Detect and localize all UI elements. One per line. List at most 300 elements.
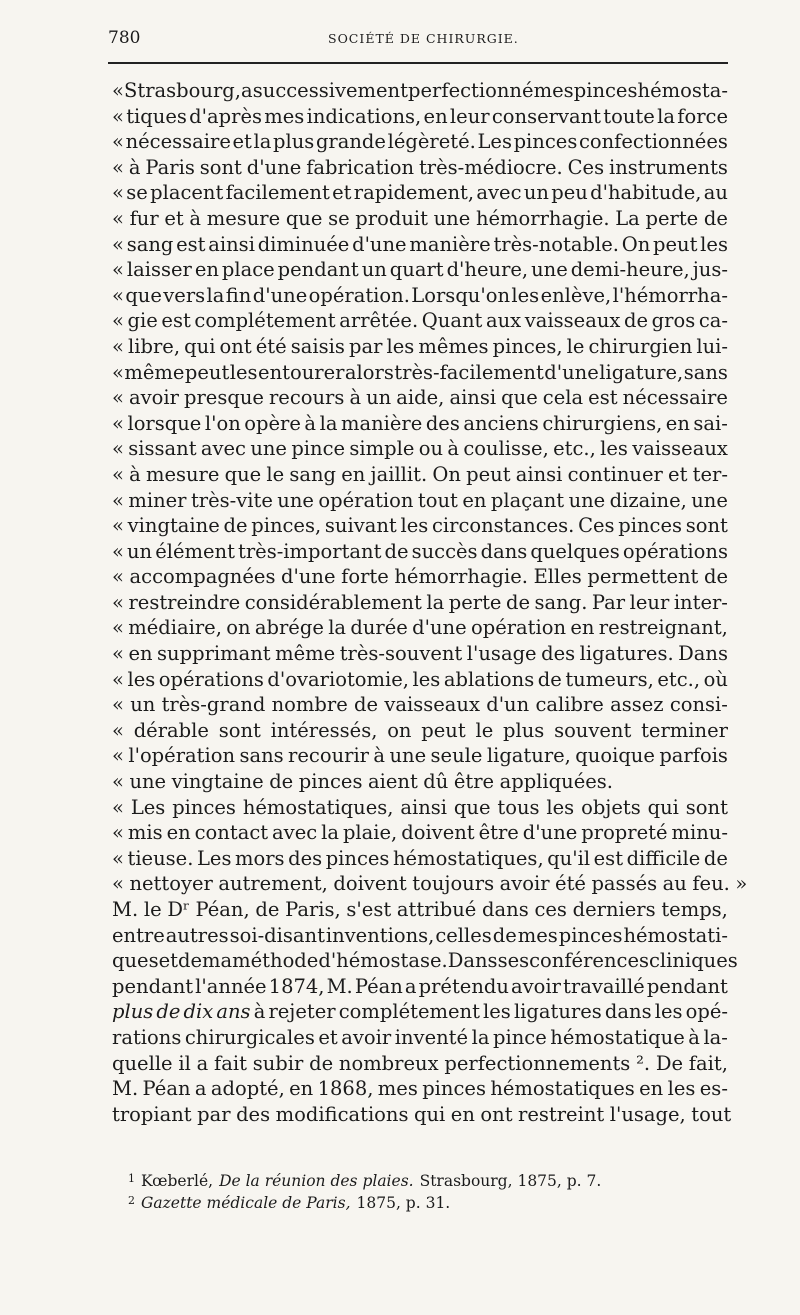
word: pinces bbox=[172, 795, 236, 819]
word: « bbox=[112, 360, 124, 384]
word: pendant bbox=[646, 974, 728, 998]
word: vaisseaux bbox=[524, 309, 621, 333]
word: modifications bbox=[275, 1102, 409, 1126]
word: les bbox=[229, 360, 258, 384]
word: l'on bbox=[204, 411, 241, 435]
word: quelle bbox=[112, 1051, 173, 1075]
word: opération bbox=[318, 488, 414, 512]
word: adopté, bbox=[210, 1077, 285, 1101]
word: ainsi bbox=[515, 462, 563, 486]
text-line bbox=[112, 283, 728, 309]
word: sans bbox=[683, 360, 728, 384]
header-rule bbox=[108, 62, 728, 64]
word: que bbox=[125, 283, 162, 307]
word: ma bbox=[202, 949, 233, 973]
word: hémorrhagie. bbox=[394, 565, 528, 589]
word: été bbox=[555, 872, 586, 896]
word: de bbox=[354, 693, 379, 717]
word: « bbox=[112, 770, 124, 794]
word: M. bbox=[112, 1077, 139, 1101]
text-line bbox=[112, 155, 728, 181]
body-text bbox=[112, 78, 748, 1127]
word: complétement bbox=[338, 1000, 480, 1024]
text-line bbox=[112, 1102, 732, 1128]
word: en bbox=[423, 104, 448, 128]
word: est bbox=[588, 386, 618, 410]
word: accompagnées bbox=[129, 565, 276, 589]
word: nécessaire bbox=[125, 130, 231, 154]
word: ablations bbox=[443, 667, 535, 691]
word: De bbox=[655, 1051, 684, 1075]
word: intéressés, bbox=[270, 718, 378, 742]
word: les bbox=[511, 283, 540, 307]
text-line bbox=[112, 615, 728, 641]
word: 1868, bbox=[317, 1077, 374, 1101]
word: vingtaine bbox=[127, 514, 220, 538]
word: dû bbox=[423, 770, 449, 794]
footnote-number: 1 bbox=[128, 1172, 135, 1185]
word: « bbox=[112, 590, 124, 614]
word: « bbox=[112, 795, 124, 819]
word: ainsi bbox=[449, 386, 497, 410]
word: tiques bbox=[126, 104, 187, 128]
word: à bbox=[688, 1025, 700, 1049]
word: une bbox=[250, 437, 287, 461]
text-line bbox=[112, 411, 728, 437]
word: recours bbox=[268, 386, 345, 410]
word: d'après bbox=[189, 104, 262, 128]
word: et bbox=[164, 206, 184, 230]
word: la bbox=[253, 130, 272, 154]
text-line bbox=[112, 743, 728, 769]
word: temps, bbox=[661, 898, 728, 921]
word: la bbox=[328, 616, 347, 640]
word: et bbox=[232, 130, 252, 154]
word: un bbox=[523, 181, 549, 205]
word: de bbox=[223, 514, 248, 538]
word: a bbox=[196, 1051, 209, 1075]
word: aient bbox=[367, 770, 418, 794]
word: sang bbox=[126, 232, 174, 256]
word: « bbox=[112, 462, 124, 486]
word: « bbox=[112, 130, 124, 154]
text-line bbox=[112, 590, 728, 616]
page-number: 780 bbox=[108, 28, 141, 48]
word: hémostatique bbox=[550, 1025, 685, 1049]
word: très-souvent bbox=[339, 642, 463, 666]
word: M. bbox=[112, 898, 139, 921]
word: « bbox=[112, 206, 124, 230]
word: coulisse, bbox=[463, 437, 549, 461]
word: restreindre bbox=[128, 590, 241, 614]
text-line bbox=[112, 462, 728, 488]
word: sont bbox=[218, 718, 261, 742]
word: perfectionné bbox=[408, 79, 534, 102]
word: à bbox=[304, 411, 317, 435]
word: à bbox=[189, 206, 202, 230]
word: celles bbox=[435, 923, 492, 947]
word: mis bbox=[127, 821, 163, 845]
text-line bbox=[112, 820, 728, 846]
word: la- bbox=[703, 1025, 728, 1049]
word: été bbox=[255, 334, 287, 358]
word: opération. bbox=[308, 283, 410, 307]
text-line bbox=[112, 641, 728, 667]
word: ligatures. bbox=[579, 642, 674, 666]
word: peu bbox=[551, 181, 588, 205]
word: toujours bbox=[412, 872, 495, 896]
word: en bbox=[462, 488, 487, 512]
word: dans bbox=[604, 1000, 652, 1024]
word: quart bbox=[389, 258, 444, 282]
word: et bbox=[318, 1025, 338, 1049]
word: d'ovariotomie, bbox=[267, 667, 409, 691]
text-line bbox=[112, 923, 728, 949]
word: ont bbox=[219, 334, 252, 358]
word: de bbox=[624, 309, 649, 333]
text-line bbox=[112, 78, 728, 104]
word: ainsi bbox=[400, 795, 448, 819]
word: Péan bbox=[142, 1077, 191, 1101]
word: appliquées. bbox=[499, 770, 613, 794]
word: Lorsqu'on bbox=[411, 283, 511, 307]
word: vingtaine bbox=[171, 770, 264, 794]
word: restreint bbox=[518, 1102, 605, 1126]
word: attribué bbox=[396, 898, 477, 921]
word: Par bbox=[591, 590, 626, 614]
word: pinces bbox=[618, 514, 683, 538]
word: leur bbox=[629, 590, 670, 614]
word: pendant bbox=[112, 974, 194, 998]
word: pendant bbox=[277, 258, 359, 282]
word: rapidement, bbox=[353, 181, 475, 205]
word: que bbox=[285, 206, 323, 230]
word: restreignant, bbox=[598, 616, 728, 640]
word: libre, bbox=[128, 334, 181, 358]
word: nettoyer bbox=[129, 872, 213, 896]
word: tous bbox=[497, 795, 540, 819]
word: « bbox=[112, 642, 124, 666]
text-line bbox=[112, 206, 728, 232]
word: laisser bbox=[126, 258, 192, 282]
word: Ces bbox=[578, 514, 615, 538]
word: opère bbox=[244, 411, 301, 435]
word: plaçant bbox=[490, 488, 565, 512]
word: on bbox=[387, 718, 412, 742]
word: alors bbox=[344, 360, 394, 384]
word: qui bbox=[184, 334, 216, 358]
word: souvent bbox=[554, 718, 632, 742]
word: sai- bbox=[693, 411, 728, 435]
word: rations bbox=[112, 1025, 182, 1049]
word: Paris bbox=[145, 155, 195, 179]
word: s'est bbox=[346, 898, 392, 921]
word: « bbox=[112, 693, 124, 717]
word: mes bbox=[533, 79, 574, 102]
word: « bbox=[112, 232, 124, 256]
word: le bbox=[475, 718, 494, 742]
word: même bbox=[124, 360, 185, 384]
word: opérations bbox=[622, 539, 728, 563]
word: légèreté. bbox=[387, 130, 476, 154]
word: peut bbox=[421, 718, 466, 742]
word: « bbox=[112, 258, 124, 282]
word: ou bbox=[418, 437, 444, 461]
footnote-number: 2 bbox=[128, 1194, 135, 1207]
word: une bbox=[568, 488, 606, 512]
word: d'une bbox=[522, 821, 578, 845]
word: difficile bbox=[626, 846, 701, 870]
word: où bbox=[703, 667, 728, 691]
footnote-citation: 1875, p. 31. bbox=[356, 1194, 451, 1212]
text-line bbox=[112, 1025, 728, 1051]
word: un bbox=[130, 693, 156, 717]
page-header bbox=[108, 28, 724, 54]
text-line bbox=[112, 334, 728, 360]
word: produit bbox=[355, 206, 428, 230]
word: ligatures bbox=[513, 1000, 602, 1024]
word: propreté bbox=[581, 821, 668, 845]
word: de bbox=[177, 949, 203, 973]
word: anciens bbox=[463, 411, 539, 435]
word: simple bbox=[349, 437, 415, 461]
word: travaillé bbox=[563, 974, 645, 998]
word: au bbox=[662, 872, 687, 896]
word: tieuse. bbox=[127, 846, 194, 870]
word: supprimant bbox=[157, 642, 271, 666]
word: à bbox=[129, 462, 141, 486]
word: indications, bbox=[306, 104, 422, 128]
word: très-médiocre. bbox=[418, 155, 563, 179]
word: avec bbox=[272, 821, 318, 845]
word: les bbox=[546, 795, 575, 819]
word: élément bbox=[155, 539, 235, 563]
word: les bbox=[400, 514, 429, 538]
word: grande bbox=[315, 130, 386, 154]
word: saisis bbox=[290, 334, 345, 358]
word: dérable bbox=[133, 718, 209, 742]
word: un bbox=[361, 258, 387, 282]
word: seule bbox=[430, 744, 483, 768]
word: l'usage bbox=[466, 642, 537, 666]
word: Les bbox=[130, 795, 166, 819]
word: toute bbox=[603, 104, 655, 128]
word: « bbox=[112, 283, 124, 307]
word: l'opération bbox=[128, 744, 236, 768]
word: à bbox=[447, 437, 459, 461]
word: Dans bbox=[678, 642, 728, 666]
word: médiaire, bbox=[128, 616, 222, 640]
word: On bbox=[621, 232, 651, 256]
word: l'hémorrha- bbox=[612, 283, 728, 307]
word: de bbox=[255, 898, 280, 921]
word: a bbox=[404, 974, 417, 998]
word: inter- bbox=[673, 590, 728, 614]
word: peut bbox=[466, 462, 511, 486]
word: « bbox=[112, 437, 124, 461]
word: « bbox=[112, 155, 124, 179]
word: de bbox=[703, 206, 728, 230]
word: assez bbox=[610, 693, 664, 717]
word: plus bbox=[273, 130, 315, 154]
word: chirurgicales bbox=[184, 1025, 315, 1049]
word: le bbox=[143, 898, 162, 921]
word: « bbox=[112, 104, 124, 128]
word: Dʳ bbox=[167, 898, 190, 921]
word: la bbox=[426, 590, 445, 614]
word: qu'il bbox=[547, 846, 591, 870]
word: très-vite bbox=[190, 488, 273, 512]
word: « bbox=[112, 79, 124, 102]
word: gros bbox=[651, 309, 696, 333]
word: ainsi bbox=[208, 232, 255, 256]
word: mors bbox=[235, 846, 285, 870]
word: « bbox=[112, 872, 124, 896]
word: Ces bbox=[567, 155, 605, 179]
text-line bbox=[112, 769, 728, 795]
word: pinces bbox=[513, 130, 578, 154]
word: très-facilement bbox=[394, 360, 544, 384]
text-line bbox=[112, 692, 728, 718]
word: être bbox=[453, 770, 495, 794]
word: est bbox=[593, 846, 624, 870]
word: place bbox=[221, 258, 275, 282]
word: mesure bbox=[206, 206, 281, 230]
word: jaillit. bbox=[370, 462, 428, 486]
footnote-author: Kœberlé, bbox=[141, 1172, 214, 1190]
word: entourer bbox=[258, 360, 345, 384]
word: la bbox=[206, 283, 225, 307]
word: « bbox=[112, 846, 124, 870]
word: sont bbox=[685, 514, 728, 538]
word: en bbox=[166, 821, 191, 845]
word: perte bbox=[645, 206, 699, 230]
word: de bbox=[269, 770, 294, 794]
word: pinces bbox=[573, 79, 638, 102]
word: sont bbox=[685, 795, 728, 819]
text-line bbox=[112, 180, 728, 206]
running-title: SOCIÉTÉ DE CHIRURGIE. bbox=[328, 31, 519, 46]
word: doivent bbox=[401, 821, 475, 845]
word: des bbox=[236, 1102, 271, 1126]
text-line bbox=[112, 257, 728, 283]
word: d'une bbox=[412, 616, 467, 640]
word: quoique bbox=[575, 744, 655, 768]
word: en bbox=[128, 642, 153, 666]
word: la bbox=[657, 104, 675, 128]
word: conservant bbox=[491, 104, 602, 128]
word: se bbox=[126, 181, 148, 205]
word: un bbox=[366, 386, 392, 410]
word: feu. bbox=[692, 872, 730, 896]
word: plaie, bbox=[342, 821, 398, 845]
word: aide, bbox=[396, 386, 445, 410]
text-line bbox=[112, 948, 738, 974]
word: dans bbox=[480, 539, 528, 563]
word: une bbox=[691, 488, 728, 512]
text-line bbox=[112, 718, 728, 744]
word: tropiant bbox=[112, 1102, 192, 1126]
word: « bbox=[112, 744, 124, 768]
text-line bbox=[112, 436, 728, 462]
word: objets bbox=[581, 795, 641, 819]
word: que bbox=[224, 462, 262, 486]
word: à bbox=[373, 744, 386, 768]
word: nombreux bbox=[338, 1051, 439, 1075]
word: d'une bbox=[352, 232, 407, 256]
word: vaisseaux bbox=[632, 437, 728, 461]
word: méthode bbox=[232, 949, 319, 973]
word: hémostatiques, bbox=[242, 795, 394, 819]
word: « bbox=[112, 539, 124, 563]
text-line bbox=[112, 129, 728, 155]
word: la bbox=[321, 821, 339, 845]
word: en bbox=[450, 1102, 475, 1126]
word: avec bbox=[200, 437, 246, 461]
word: arrêtée. bbox=[339, 309, 419, 333]
word: de bbox=[703, 846, 728, 870]
footnotes bbox=[128, 1170, 728, 1214]
word: Paris, bbox=[285, 898, 341, 921]
word: forte bbox=[341, 565, 389, 589]
word: qui bbox=[414, 1102, 446, 1126]
word: se bbox=[328, 206, 350, 230]
word: une bbox=[389, 744, 427, 768]
word: dans bbox=[482, 898, 529, 921]
text-line bbox=[112, 871, 748, 897]
word: opérations bbox=[158, 667, 264, 691]
word: « bbox=[112, 181, 124, 205]
word: avoir bbox=[499, 872, 550, 896]
text-line bbox=[112, 846, 728, 872]
text-line bbox=[112, 360, 728, 386]
word: et bbox=[158, 949, 178, 973]
word: nécessaire bbox=[622, 386, 728, 410]
word: miner bbox=[128, 488, 187, 512]
word: plus bbox=[503, 718, 545, 742]
word: fin bbox=[225, 283, 252, 307]
word: a bbox=[241, 79, 253, 102]
word: à bbox=[128, 155, 141, 179]
word: les bbox=[483, 1000, 511, 1024]
word: en bbox=[665, 411, 690, 435]
text-line bbox=[112, 974, 728, 1000]
word: sans bbox=[239, 744, 284, 768]
word: fait bbox=[214, 1051, 247, 1075]
word: durée bbox=[350, 616, 408, 640]
word: ont bbox=[480, 1102, 513, 1126]
word: 1874, bbox=[268, 974, 325, 998]
word: force bbox=[677, 104, 728, 128]
word: Quant bbox=[421, 309, 483, 333]
word: facilement bbox=[225, 181, 330, 205]
word: pince bbox=[493, 1025, 547, 1049]
word: « bbox=[112, 821, 124, 845]
word: successivement bbox=[252, 79, 408, 102]
word: à bbox=[349, 386, 362, 410]
word: pinces bbox=[325, 846, 390, 870]
word: tumeurs, bbox=[565, 667, 654, 691]
word: le bbox=[566, 334, 585, 358]
word: autres bbox=[165, 923, 229, 947]
word: vers bbox=[163, 283, 206, 307]
word: très-grand bbox=[161, 693, 266, 717]
word: pinces bbox=[298, 770, 363, 794]
word: peut bbox=[184, 360, 230, 384]
word: doivent bbox=[333, 872, 407, 896]
word: opé- bbox=[685, 1000, 728, 1024]
word: « bbox=[112, 411, 124, 435]
